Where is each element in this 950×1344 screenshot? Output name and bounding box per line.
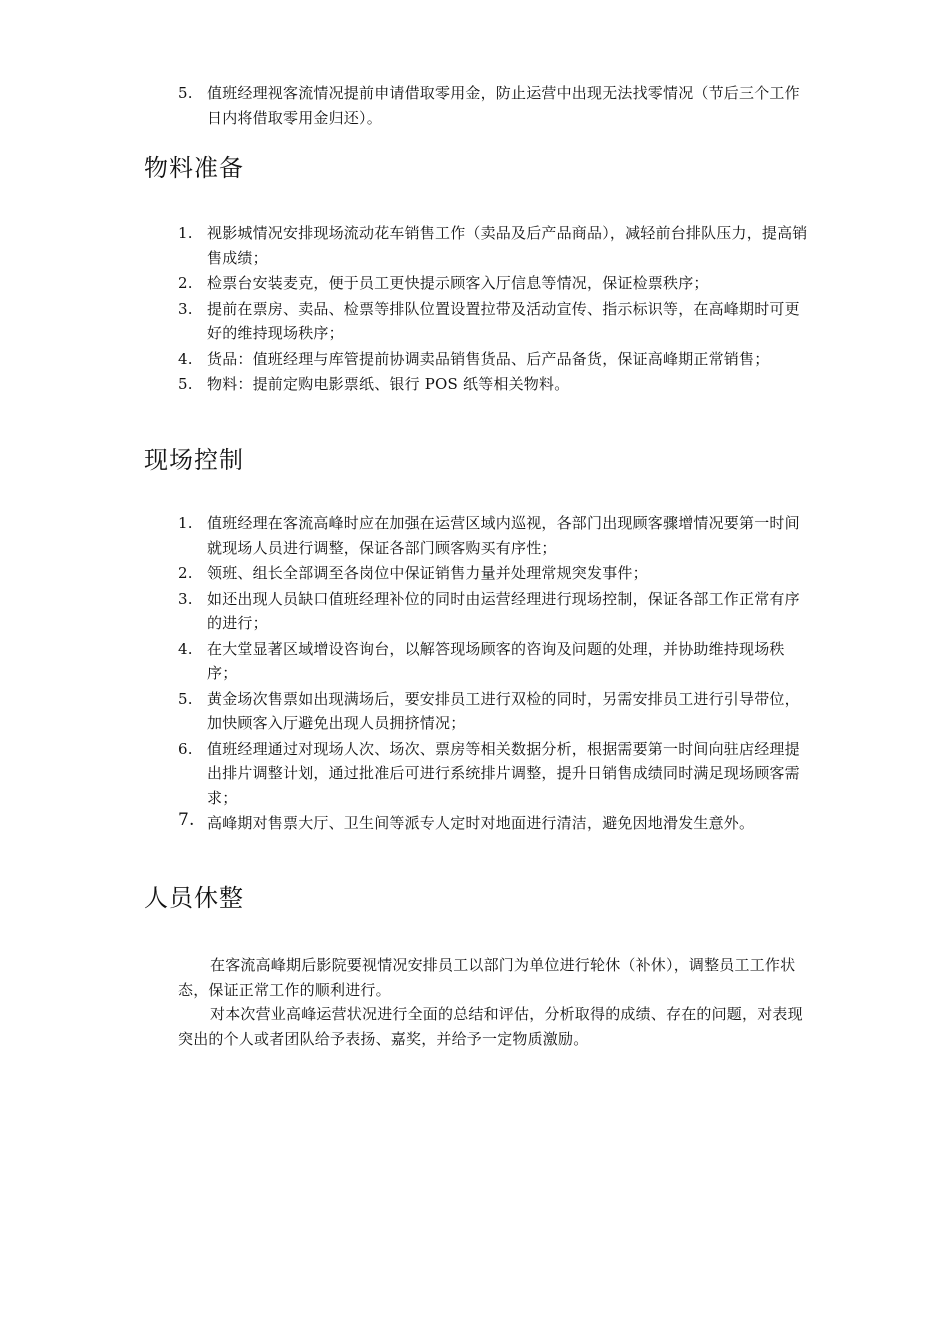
list-text: 值班经理通过对现场人次、场次、票房等相关数据分析，根据需要第一时间向驻店经理提出排片调整计划，通过批准后可进行系统排片调整，提升日销售成绩同时满足现场顾客需求； xyxy=(207,739,800,807)
list-number: 7. xyxy=(178,810,195,830)
list-number: 5. xyxy=(178,84,193,102)
list-text: 视影城情况安排现场流动花车销售工作（卖品及后产品商品），减轻前台排队压力，提高销售成绩； xyxy=(207,224,808,267)
list-number: 4. xyxy=(178,639,193,658)
list-number: 3. xyxy=(178,589,193,608)
list-text: 在大堂显著区域增设咨询台，以解答现场顾客的咨询及问题的处理，并协助维持现场秩序； xyxy=(207,639,785,682)
list-item xyxy=(0,811,950,836)
materials-list xyxy=(0,221,950,398)
list-number: 3. xyxy=(178,299,193,318)
list-item xyxy=(0,637,950,686)
list-number: 5. xyxy=(178,689,193,708)
list-item xyxy=(0,511,950,560)
list-item xyxy=(0,347,950,372)
rest-paragraph-1: 在客流高峰期后影院要视情况安排员工以部门为单位进行轮休（补休），调整员工工作状态，保证正常工作的顺利进行。 xyxy=(178,956,796,999)
list-item xyxy=(0,81,950,130)
section-heading-materials: 物料准备 xyxy=(144,154,244,182)
list-text: 检票台安装麦克，便于员工更快提示顾客入厅信息等情况，保证检票秩序； xyxy=(207,274,709,292)
list-text: 货品：值班经理与库管提前协调卖品销售货品、后产品备货，保证高峰期正常销售； xyxy=(207,349,770,368)
list-item xyxy=(0,687,950,736)
list-item xyxy=(0,737,950,811)
list-item xyxy=(0,297,950,346)
list-text: 值班经理视客流情况提前申请借取零用金，防止运营中出现无法找零情况（节后三个工作日内将借取零用金归还）。 xyxy=(207,84,800,127)
list-item xyxy=(0,372,950,397)
top-list xyxy=(0,81,950,131)
list-text: 值班经理在客流高峰时应在加强在运营区域内巡视，各部门出现顾客骤增情况要第一时间就现场人员进行调整，保证各部门顾客购买有序性； xyxy=(207,514,800,557)
list-item xyxy=(0,561,950,586)
list-text: 如还出现人员缺口值班经理补位的同时由运营经理进行现场控制，保证各部工作正常有序的进行； xyxy=(207,589,800,632)
list-item xyxy=(0,587,950,636)
list-number: 5. xyxy=(178,375,193,393)
list-text: 物料：提前定购电影票纸、银行 POS 纸等相关物料。 xyxy=(207,375,570,393)
list-text: 黄金场次售票如出现满场后，要安排员工进行双检的同时，另需安排员工进行引导带位，加快顾客入厅避免出现人员拥挤情况； xyxy=(207,689,800,732)
list-number: 6. xyxy=(178,739,193,758)
list-number: 1. xyxy=(178,514,193,532)
list-number: 1. xyxy=(178,224,193,242)
list-number: 2. xyxy=(178,274,193,292)
list-text: 高峰期对售票大厅、卫生间等派专人定时对地面进行清洁，避免因地滑发生意外。 xyxy=(207,814,755,832)
list-text: 提前在票房、卖品、检票等排队位置设置拉带及活动宣传、指示标识等，在高峰期时可更好的维持现场秩序； xyxy=(207,299,800,342)
list-number: 2. xyxy=(178,564,193,582)
section-heading-control: 现场控制 xyxy=(144,446,244,474)
list-item xyxy=(0,271,950,296)
list-number: 4. xyxy=(178,349,193,368)
rest-paragraph-2: 对本次营业高峰运营状况进行全面的总结和评估，分析取得的成绩、存在的问题，对表现突出的个人或者团队给予表扬、嘉奖，并给予一定物质激励。 xyxy=(178,1005,803,1048)
list-item xyxy=(0,221,950,270)
control-list xyxy=(0,511,950,837)
section-heading-rest: 人员休整 xyxy=(144,884,244,912)
list-text: 领班、组长全部调至各岗位中保证销售力量并处理常规突发事件； xyxy=(207,564,648,582)
